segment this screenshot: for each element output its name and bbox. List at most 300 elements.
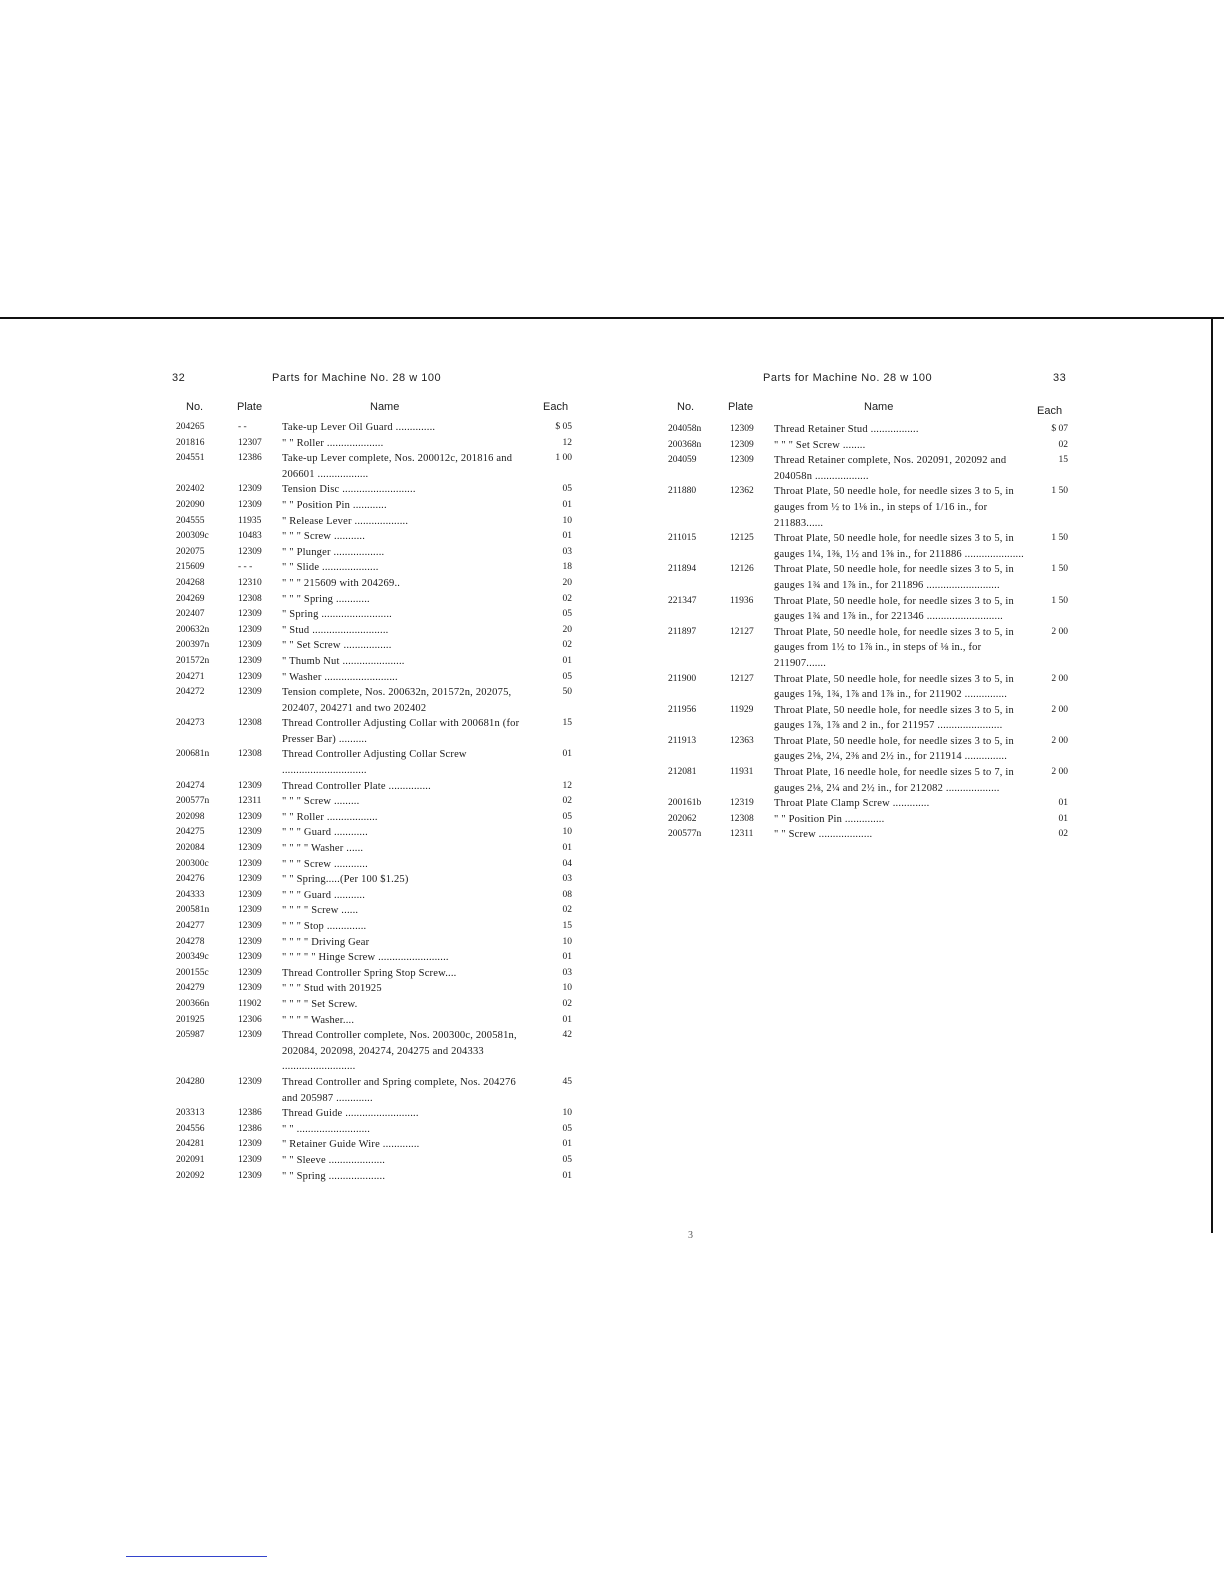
part-number: 200366n xyxy=(176,998,210,1009)
part-price: 2 00 xyxy=(1051,626,1068,637)
part-price: 01 xyxy=(562,655,572,666)
part-price: 01 xyxy=(1058,813,1068,824)
part-price: 02 xyxy=(562,593,572,604)
right-col-header-no: No. xyxy=(677,401,695,413)
parts-row xyxy=(176,592,572,608)
part-name: " " " Screw ........... xyxy=(282,531,366,543)
plate-number: 12309 xyxy=(238,983,262,994)
plate-number: 12309 xyxy=(238,874,262,885)
parts-row xyxy=(176,420,572,436)
parts-row xyxy=(176,825,572,841)
part-price: 05 xyxy=(562,811,572,822)
part-price: 01 xyxy=(562,531,572,542)
plate-number: 12125 xyxy=(730,533,754,544)
parts-row xyxy=(176,654,572,670)
part-name: " Thumb Nut ...................... xyxy=(282,655,405,667)
part-number: 204556 xyxy=(176,1123,205,1134)
footer-page-marker: 3 xyxy=(688,1230,693,1241)
left-page-number: 32 xyxy=(172,372,186,384)
part-name: " Release Lever ................... xyxy=(282,515,409,527)
part-number: 204276 xyxy=(176,874,205,885)
part-number: 211897 xyxy=(668,626,697,637)
part-number: 211913 xyxy=(668,735,697,746)
part-price: 10 xyxy=(562,1108,572,1119)
part-price: 42 xyxy=(562,1030,572,1041)
part-number: 200397n xyxy=(176,640,210,651)
part-number: 202084 xyxy=(176,843,205,854)
parts-row xyxy=(668,703,1068,734)
part-price: 05 xyxy=(562,484,572,495)
parts-row xyxy=(176,950,572,966)
part-price: $ 07 xyxy=(1051,424,1068,434)
part-number: 204275 xyxy=(176,827,205,838)
part-number: 204277 xyxy=(176,921,205,931)
right-page-number: 33 xyxy=(1053,372,1067,384)
plate-number: 12319 xyxy=(730,798,754,809)
part-number: 204280 xyxy=(176,1076,205,1087)
parts-row xyxy=(668,734,1068,765)
part-number: 202407 xyxy=(176,609,205,620)
part-number: 204273 xyxy=(176,718,205,729)
parts-row xyxy=(176,451,572,482)
part-price: 12 xyxy=(562,780,572,791)
parts-row xyxy=(668,562,1068,593)
part-price: 1 50 xyxy=(1051,486,1068,497)
part-price: 50 xyxy=(562,687,572,698)
left-col-header-name: Name xyxy=(370,401,400,413)
plate-number: 12309 xyxy=(238,843,262,854)
parts-row xyxy=(176,919,572,935)
part-name: " " " Stop .............. xyxy=(282,921,367,932)
part-number: 204333 xyxy=(176,889,205,900)
plate-number: 12363 xyxy=(730,735,754,746)
left-col-header-no: No. xyxy=(186,401,204,413)
part-price: 01 xyxy=(562,499,572,510)
part-price: 05 xyxy=(562,671,572,682)
plate-number: 12309 xyxy=(238,780,262,791)
parts-row xyxy=(668,531,1068,562)
parts-row xyxy=(668,422,1068,438)
part-name: Thread Controller Plate ............... xyxy=(282,780,431,792)
part-name: " " " " Set Screw. xyxy=(282,998,358,1010)
parts-row xyxy=(176,794,572,810)
part-name: " " .......................... xyxy=(282,1123,371,1135)
part-name: " " Spring .................... xyxy=(282,1170,386,1182)
part-price: $ 05 xyxy=(555,422,572,432)
part-number: 202062 xyxy=(668,813,697,824)
parts-row xyxy=(176,1169,572,1185)
part-name: " " Position Pin .............. xyxy=(774,813,885,825)
plate-number: 12309 xyxy=(238,921,262,931)
plate-number: 12311 xyxy=(238,796,262,807)
part-price: 05 xyxy=(562,1123,572,1134)
part-price: 2 00 xyxy=(1051,735,1068,746)
page-edge xyxy=(1211,317,1213,1233)
plate-number: 12309 xyxy=(238,546,262,557)
part-number: 202402 xyxy=(176,484,205,495)
parts-row xyxy=(176,638,572,654)
part-price: 04 xyxy=(562,858,572,869)
part-number: 200309c xyxy=(176,531,209,542)
parts-row xyxy=(176,716,572,747)
footer-link-underline xyxy=(126,1556,267,1557)
parts-row xyxy=(176,670,572,686)
plate-number: 12308 xyxy=(238,593,262,604)
part-name: Throat Plate, 50 needle hole, for needle sizes 3 to 5, in gauges 1¾ and 1⅞ in., for 221346 ........................... xyxy=(774,595,1014,623)
parts-row xyxy=(176,747,572,778)
part-number: 211880 xyxy=(668,486,697,497)
part-price: 01 xyxy=(562,1014,572,1025)
part-price: 18 xyxy=(562,562,572,573)
part-number: 203313 xyxy=(176,1108,205,1119)
part-price: 01 xyxy=(562,1139,572,1150)
plate-number: 12309 xyxy=(238,687,262,698)
part-number: 201572n xyxy=(176,655,210,666)
part-price: 2 00 xyxy=(1051,767,1068,778)
parts-row xyxy=(176,779,572,795)
right-col-header-each: Each xyxy=(1037,405,1063,417)
part-number: 211894 xyxy=(668,564,697,575)
part-name: " " " 215609 with 204269.. xyxy=(282,577,401,589)
part-number: 204555 xyxy=(176,515,205,526)
part-number: 212081 xyxy=(668,767,697,778)
plate-number: 12309 xyxy=(730,455,754,466)
part-price: 20 xyxy=(562,577,572,588)
part-price: 10 xyxy=(562,515,572,526)
part-number: 200577n xyxy=(668,829,702,840)
part-name: Throat Plate, 50 needle hole, for needle sizes 3 to 5, in gauges from 1½ to 1⅞ in., in steps of ⅛ in., for 211907....... xyxy=(774,626,1014,669)
part-name: Take-up Lever complete, Nos. 200012c, 201816 and 206601 .................. xyxy=(282,453,513,480)
part-price: 15 xyxy=(562,718,572,729)
part-name: " " " " Washer.... xyxy=(282,1014,355,1026)
part-name: Throat Plate, 50 needle hole, for needle sizes 3 to 5, in gauges 1⅝, 1¾, 1⅞ and 1⅞ in., for 211902 ............... xyxy=(774,673,1014,701)
plate-number: 12310 xyxy=(238,577,262,588)
parts-row xyxy=(176,1106,572,1122)
plate-number: 12309 xyxy=(238,499,262,510)
parts-row xyxy=(668,765,1068,796)
part-price: 02 xyxy=(562,998,572,1009)
plate-number: 12309 xyxy=(238,484,262,495)
left-parts-list xyxy=(176,420,572,1184)
part-number: 200300c xyxy=(176,858,209,869)
part-price: 02 xyxy=(562,640,572,651)
part-number: 200581n xyxy=(176,905,210,916)
plate-number: 11936 xyxy=(730,595,754,606)
parts-row xyxy=(176,482,572,498)
part-price: 01 xyxy=(562,749,572,760)
part-price: 15 xyxy=(562,921,572,931)
parts-row xyxy=(176,1028,572,1075)
parts-row xyxy=(176,545,572,561)
parts-row xyxy=(176,935,572,951)
right-page-title: Parts for Machine No. 28 w 100 xyxy=(763,372,933,384)
plate-number: 12309 xyxy=(238,1076,262,1087)
plate-number: 10483 xyxy=(238,531,262,542)
part-number: 204274 xyxy=(176,780,205,791)
part-name: Tension Disc .......................... xyxy=(282,484,416,496)
part-name: " " Roller .................... xyxy=(282,437,384,449)
part-name: Throat Plate Clamp Screw ............. xyxy=(774,798,930,810)
part-name: Throat Plate, 50 needle hole, for needle sizes 3 to 5, in gauges 1¼, 1⅜, 1½ and 1⅝ in., for 211886 ..................... xyxy=(774,533,1024,560)
part-price: 2 00 xyxy=(1051,704,1068,715)
parts-row xyxy=(668,484,1068,531)
plate-number: 12309 xyxy=(238,640,262,651)
plate-number: 12309 xyxy=(238,671,262,682)
part-price: 03 xyxy=(562,967,572,978)
plate-number: 12309 xyxy=(238,967,262,978)
right-col-header-plate: Plate xyxy=(728,401,754,413)
plate-number: 12308 xyxy=(238,718,262,729)
part-price: 15 xyxy=(1058,455,1068,466)
part-number: 200161b xyxy=(668,798,702,809)
part-name: Thread Controller Adjusting Collar Screw .............................. xyxy=(282,749,467,777)
parts-row xyxy=(176,888,572,904)
parts-row xyxy=(668,453,1068,484)
part-name: " " " " Driving Gear xyxy=(282,936,370,948)
part-number: 200368n xyxy=(668,439,702,450)
part-name: Tension complete, Nos. 200632n, 201572n, 202075, 202407, 204271 and two 202402 xyxy=(282,687,512,714)
plate-number: 12309 xyxy=(238,1139,262,1150)
part-name: Throat Plate, 50 needle hole, for needle sizes 3 to 5, in gauges 2⅛, 2¼, 2⅜ and 2½ in., for 211914 ............... xyxy=(774,735,1014,763)
plate-number: 12309 xyxy=(238,936,262,947)
plate-number: 12309 xyxy=(238,858,262,869)
plate-number: 11931 xyxy=(730,767,754,778)
parts-row xyxy=(176,685,572,716)
plate-number: 12311 xyxy=(730,829,754,840)
parts-row xyxy=(668,672,1068,703)
parts-row xyxy=(668,827,1068,843)
part-number: 204551 xyxy=(176,453,205,464)
part-price: 05 xyxy=(562,1154,572,1165)
part-price: 45 xyxy=(562,1076,572,1087)
part-name: " " " Spring ............ xyxy=(282,593,370,605)
part-name: " " Roller .................. xyxy=(282,811,378,823)
part-name: " " " Screw ......... xyxy=(282,796,360,808)
part-number: 221347 xyxy=(668,595,697,606)
plate-number: 11902 xyxy=(238,998,262,1009)
part-number: 202075 xyxy=(176,546,205,557)
plate-number: 12126 xyxy=(730,564,754,575)
part-price: 20 xyxy=(562,624,572,635)
parts-row xyxy=(668,796,1068,812)
plate-number: 12309 xyxy=(238,655,262,666)
part-number: 200155c xyxy=(176,967,209,978)
parts-row xyxy=(176,872,572,888)
plate-number: 12386 xyxy=(238,453,262,464)
plate-number: 12308 xyxy=(238,749,262,760)
part-name: Throat Plate, 50 needle hole, for needle sizes 3 to 5, in gauges from ½ to 1⅛ in., in steps of 1/16 in., for 211883...... xyxy=(774,486,1014,529)
part-number: 204279 xyxy=(176,983,205,994)
part-price: 12 xyxy=(562,437,572,448)
part-name: " Retainer Guide Wire ............. xyxy=(282,1139,420,1151)
part-number: 204058n xyxy=(668,424,702,434)
left-col-header-plate: Plate xyxy=(237,401,263,413)
parts-row xyxy=(176,997,572,1013)
plate-number: 12386 xyxy=(238,1108,262,1119)
parts-row xyxy=(176,1075,572,1106)
part-name: Thread Controller Adjusting Collar with 200681n (for Presser Bar) .......... xyxy=(282,718,520,745)
part-number: 202091 xyxy=(176,1154,205,1165)
parts-row xyxy=(176,1013,572,1029)
part-name: Thread Retainer Stud ................. xyxy=(774,424,919,435)
plate-number: 12309 xyxy=(238,609,262,620)
plate-number: - - - xyxy=(238,562,253,573)
parts-row xyxy=(176,436,572,452)
part-price: 10 xyxy=(562,983,572,994)
part-number: 204281 xyxy=(176,1139,205,1150)
part-name: Take-up Lever Oil Guard .............. xyxy=(282,422,436,433)
parts-row xyxy=(176,498,572,514)
plate-number: 12309 xyxy=(238,811,262,822)
part-number: 201925 xyxy=(176,1014,205,1025)
plate-number: 12306 xyxy=(238,1014,262,1025)
parts-row xyxy=(176,966,572,982)
part-name: Thread Controller Spring Stop Screw.... xyxy=(282,967,457,979)
parts-row xyxy=(668,812,1068,828)
part-price: 01 xyxy=(562,952,572,963)
parts-row xyxy=(176,857,572,873)
part-name: " " " Set Screw ........ xyxy=(774,439,866,451)
plate-number: 12309 xyxy=(238,889,262,900)
plate-number: 12309 xyxy=(238,624,262,635)
part-price: 02 xyxy=(562,796,572,807)
part-number: 200632n xyxy=(176,624,210,635)
plate-number: 12309 xyxy=(730,439,754,450)
part-price: 10 xyxy=(562,936,572,947)
part-number: 201816 xyxy=(176,437,205,448)
part-number: 204278 xyxy=(176,936,205,947)
parts-row xyxy=(176,841,572,857)
part-name: Throat Plate, 16 needle hole, for needle sizes 5 to 7, in gauges 2⅛, 2¼ and 2½ in., for 212082 ................... xyxy=(774,767,1014,794)
parts-row xyxy=(668,594,1068,625)
plate-number: 12127 xyxy=(730,673,754,684)
part-number: 204268 xyxy=(176,577,205,588)
part-number: 204272 xyxy=(176,687,205,698)
plate-number: 11935 xyxy=(238,515,262,526)
part-name: " " " " Washer ...... xyxy=(282,843,364,855)
part-number: 202092 xyxy=(176,1170,205,1181)
parts-row xyxy=(176,514,572,530)
parts-row xyxy=(176,560,572,576)
part-name: " " " Guard ........... xyxy=(282,889,366,901)
plate-number: 12127 xyxy=(730,626,754,637)
part-name: Thread Retainer complete, Nos. 202091, 202092 and 204058n ................... xyxy=(774,455,1007,482)
part-name: Thread Guide .......................... xyxy=(282,1108,419,1120)
part-name: Throat Plate, 50 needle hole, for needle sizes 3 to 5, in gauges 1¾ and 1⅞ in., for 211896 .......................... xyxy=(774,564,1014,591)
parts-row xyxy=(176,810,572,826)
plate-number: - - xyxy=(238,422,247,432)
part-price: 03 xyxy=(562,546,572,557)
part-number: 211015 xyxy=(668,533,697,544)
right-col-header-name: Name xyxy=(864,401,894,413)
right-parts-list xyxy=(668,422,1068,843)
parts-row xyxy=(668,438,1068,454)
part-number: 202090 xyxy=(176,499,205,510)
part-price: 02 xyxy=(562,905,572,916)
part-price: 02 xyxy=(1058,439,1068,450)
part-name: " " " Stud with 201925 xyxy=(282,983,382,995)
part-price: 03 xyxy=(562,874,572,885)
part-name: " " " Guard ............ xyxy=(282,827,368,839)
part-number: 204271 xyxy=(176,671,205,682)
part-name: Thread Controller complete, Nos. 200300c, 200581n, 202084, 202098, 204274, 204275 and 204333 .......................... xyxy=(282,1030,517,1073)
part-price: 2 00 xyxy=(1051,673,1068,684)
part-name: " Spring ......................... xyxy=(282,609,392,621)
plate-number: 12309 xyxy=(238,1154,262,1165)
part-name: " Washer .......................... xyxy=(282,671,398,683)
parts-row xyxy=(176,903,572,919)
parts-row xyxy=(176,1122,572,1138)
parts-row xyxy=(668,625,1068,672)
part-price: 01 xyxy=(562,1170,572,1181)
plate-number: 12309 xyxy=(730,424,754,434)
part-name: " " " " Screw ...... xyxy=(282,905,359,917)
part-number: 211900 xyxy=(668,673,697,684)
part-name: " " " " " Hinge Screw ......................... xyxy=(282,952,449,964)
parts-row xyxy=(176,1153,572,1169)
parts-row xyxy=(176,1137,572,1153)
part-name: " " Plunger .................. xyxy=(282,546,385,558)
plate-number: 12386 xyxy=(238,1123,262,1134)
left-page-title: Parts for Machine No. 28 w 100 xyxy=(272,372,442,384)
plate-number: 12309 xyxy=(238,952,262,963)
part-number: 200681n xyxy=(176,749,210,760)
plate-number: 12362 xyxy=(730,486,754,497)
part-number: 202098 xyxy=(176,811,205,822)
part-number: 204265 xyxy=(176,422,205,432)
part-price: 05 xyxy=(562,609,572,620)
part-name: " Stud ........................... xyxy=(282,624,389,636)
part-price: 01 xyxy=(1058,798,1068,809)
part-number: 204269 xyxy=(176,593,205,604)
part-number: 215609 xyxy=(176,562,205,573)
plate-number: 12309 xyxy=(238,1170,262,1181)
part-name: " " Set Screw ................. xyxy=(282,640,392,652)
plate-number: 12309 xyxy=(238,827,262,838)
part-name: " " Slide .................... xyxy=(282,562,379,574)
parts-row xyxy=(176,607,572,623)
part-name: " " Spring.....(Per 100 $1.25) xyxy=(282,874,409,886)
part-name: Throat Plate, 50 needle hole, for needle sizes 3 to 5, in gauges 1⅞, 1⅞ and 2 in., for 211957 ....................... xyxy=(774,704,1014,732)
parts-row xyxy=(176,981,572,997)
plate-number: 12309 xyxy=(238,1030,262,1041)
parts-row xyxy=(176,576,572,592)
part-price: 10 xyxy=(562,827,572,838)
part-price: 1 50 xyxy=(1051,533,1068,544)
part-number: 204059 xyxy=(668,455,697,466)
part-name: " " Sleeve .................... xyxy=(282,1154,386,1166)
part-name: Thread Controller and Spring complete, Nos. 204276 and 205987 ............. xyxy=(282,1076,516,1104)
part-price: 08 xyxy=(562,889,572,900)
plate-number: 11929 xyxy=(730,704,754,715)
part-number: 200349c xyxy=(176,952,209,963)
part-price: 02 xyxy=(1058,829,1068,840)
part-price: 1 50 xyxy=(1051,595,1068,606)
part-price: 1 00 xyxy=(555,453,572,464)
part-number: 211956 xyxy=(668,704,697,715)
left-col-header-each: Each xyxy=(543,401,569,413)
part-price: 1 50 xyxy=(1051,564,1068,575)
part-number: 205987 xyxy=(176,1030,205,1041)
part-number: 200577n xyxy=(176,796,210,807)
parts-row xyxy=(176,529,572,545)
part-name: " " " Screw ............ xyxy=(282,858,368,870)
plate-number: 12309 xyxy=(238,905,262,916)
part-name: " " Screw ................... xyxy=(774,829,873,841)
parts-row xyxy=(176,623,572,639)
part-name: " " Position Pin ............ xyxy=(282,499,387,511)
plate-number: 12307 xyxy=(238,437,262,448)
